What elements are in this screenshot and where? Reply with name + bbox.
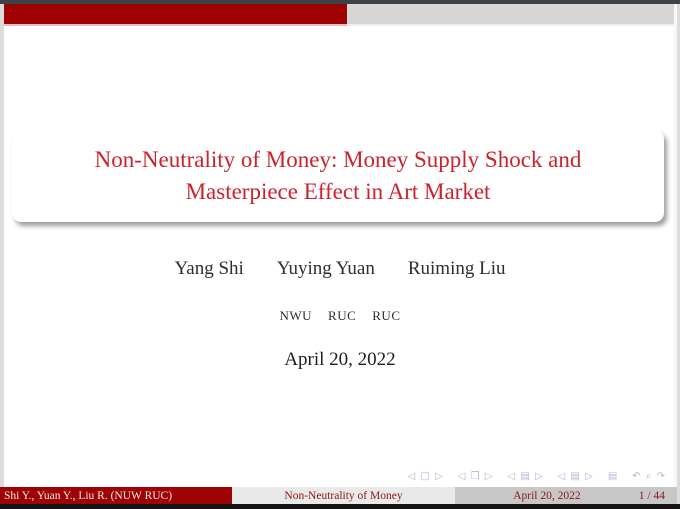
footer-right-segment	[455, 487, 677, 504]
window-bottom-bar	[0, 504, 680, 509]
section-nav-icon[interactable]: ◁ ▤ ▷	[557, 471, 594, 482]
author-name: Yang Shi	[174, 258, 244, 279]
footer-date: April 20, 2022	[513, 489, 581, 502]
back-search-forward-icon[interactable]: ↶ ⌕ ↷	[632, 471, 666, 482]
institute-name: RUC	[372, 308, 401, 323]
institute-name: NWU	[279, 308, 313, 323]
slide-title-line-1: Non-Neutrality of Money: Money Supply Shock and	[94, 147, 582, 172]
slide-title-box	[12, 130, 664, 222]
frame-nav-icon[interactable]: ◁ ❐ ▷	[457, 471, 494, 482]
presentation-nav-icon[interactable]: ▤	[607, 471, 619, 482]
footer-title-segment: Non-Neutrality of Money	[232, 487, 455, 504]
slide-title-line-2: Masterpiece Effect in Art Market	[185, 179, 491, 204]
author-list	[0, 258, 680, 280]
header-gray-bar	[347, 4, 674, 26]
header-red-bar	[4, 4, 347, 26]
institute-list	[0, 308, 680, 324]
beamer-navigation-bar	[408, 471, 666, 482]
subsection-nav-icon[interactable]: ◁ ▤ ▷	[507, 471, 544, 482]
window-left-border	[0, 4, 4, 504]
slide-nav-icon[interactable]: ◁ □ ▷	[407, 471, 444, 482]
author-name: Ruiming Liu	[407, 258, 506, 279]
footer-author-segment: Shi Y., Yuan Y., Liu R. (NUW RUC)	[0, 487, 232, 504]
footer-bar	[0, 487, 677, 504]
institute-name: RUC	[328, 308, 357, 323]
slide-date: April 20, 2022	[284, 349, 396, 370]
author-name: Yuying Yuan	[276, 258, 375, 279]
footer-page-number: 1 / 44	[638, 489, 665, 502]
